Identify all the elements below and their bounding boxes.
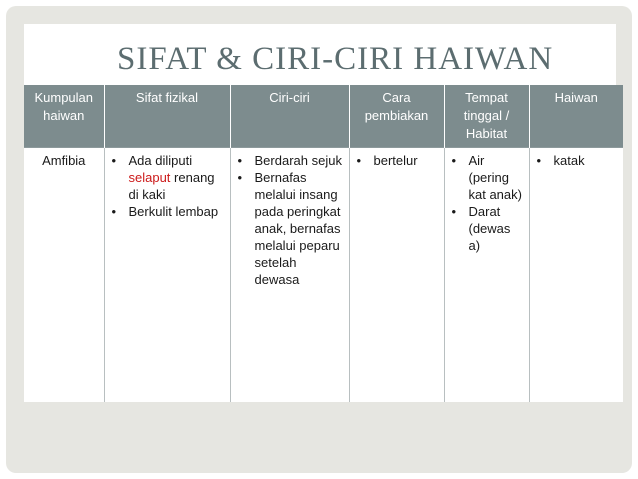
slide-title: SIFAT & CIRI-CIRI HAIWAN xyxy=(117,41,554,77)
cell-kumpulan: Amfibia xyxy=(24,148,104,402)
list-item: • Berdarah sejuk xyxy=(235,152,345,169)
highlight-text: selaput xyxy=(128,170,171,185)
list-item: • Ada diliputi selaput renang di kaki xyxy=(109,152,226,203)
cell-ciri-ciri xyxy=(230,148,349,402)
header-haiwan: Haiwan xyxy=(529,85,623,148)
slide xyxy=(6,6,632,473)
cell-haiwan xyxy=(529,148,623,402)
header-habitat: Tempat tinggal / Habitat xyxy=(444,85,529,148)
list-item: • Air (pering kat anak) xyxy=(449,152,525,203)
table-header-row xyxy=(24,85,623,148)
list-item: • bertelur xyxy=(354,152,440,169)
header-ciri-ciri: Ciri-ciri xyxy=(230,85,349,148)
cell-habitat xyxy=(444,148,529,402)
header-cara-pembiakan: Cara pembiakan xyxy=(349,85,444,148)
cell-sifat-fizikal xyxy=(104,148,230,402)
list-item: • Darat (dewas a) xyxy=(449,203,525,254)
table-row xyxy=(24,148,623,402)
animal-traits-table xyxy=(24,85,623,402)
header-kumpulan: Kumpulan haiwan xyxy=(24,85,104,148)
list-item: • Berkulit lembap xyxy=(109,203,226,220)
cell-cara-pembiakan xyxy=(349,148,444,402)
header-sifat-fizikal: Sifat fizikal xyxy=(104,85,230,148)
list-item: • Bernafas melalui insang pada peringkat anak, bernafas melalui peparu setelah dewasa xyxy=(235,169,345,288)
list-item: • katak xyxy=(534,152,620,169)
